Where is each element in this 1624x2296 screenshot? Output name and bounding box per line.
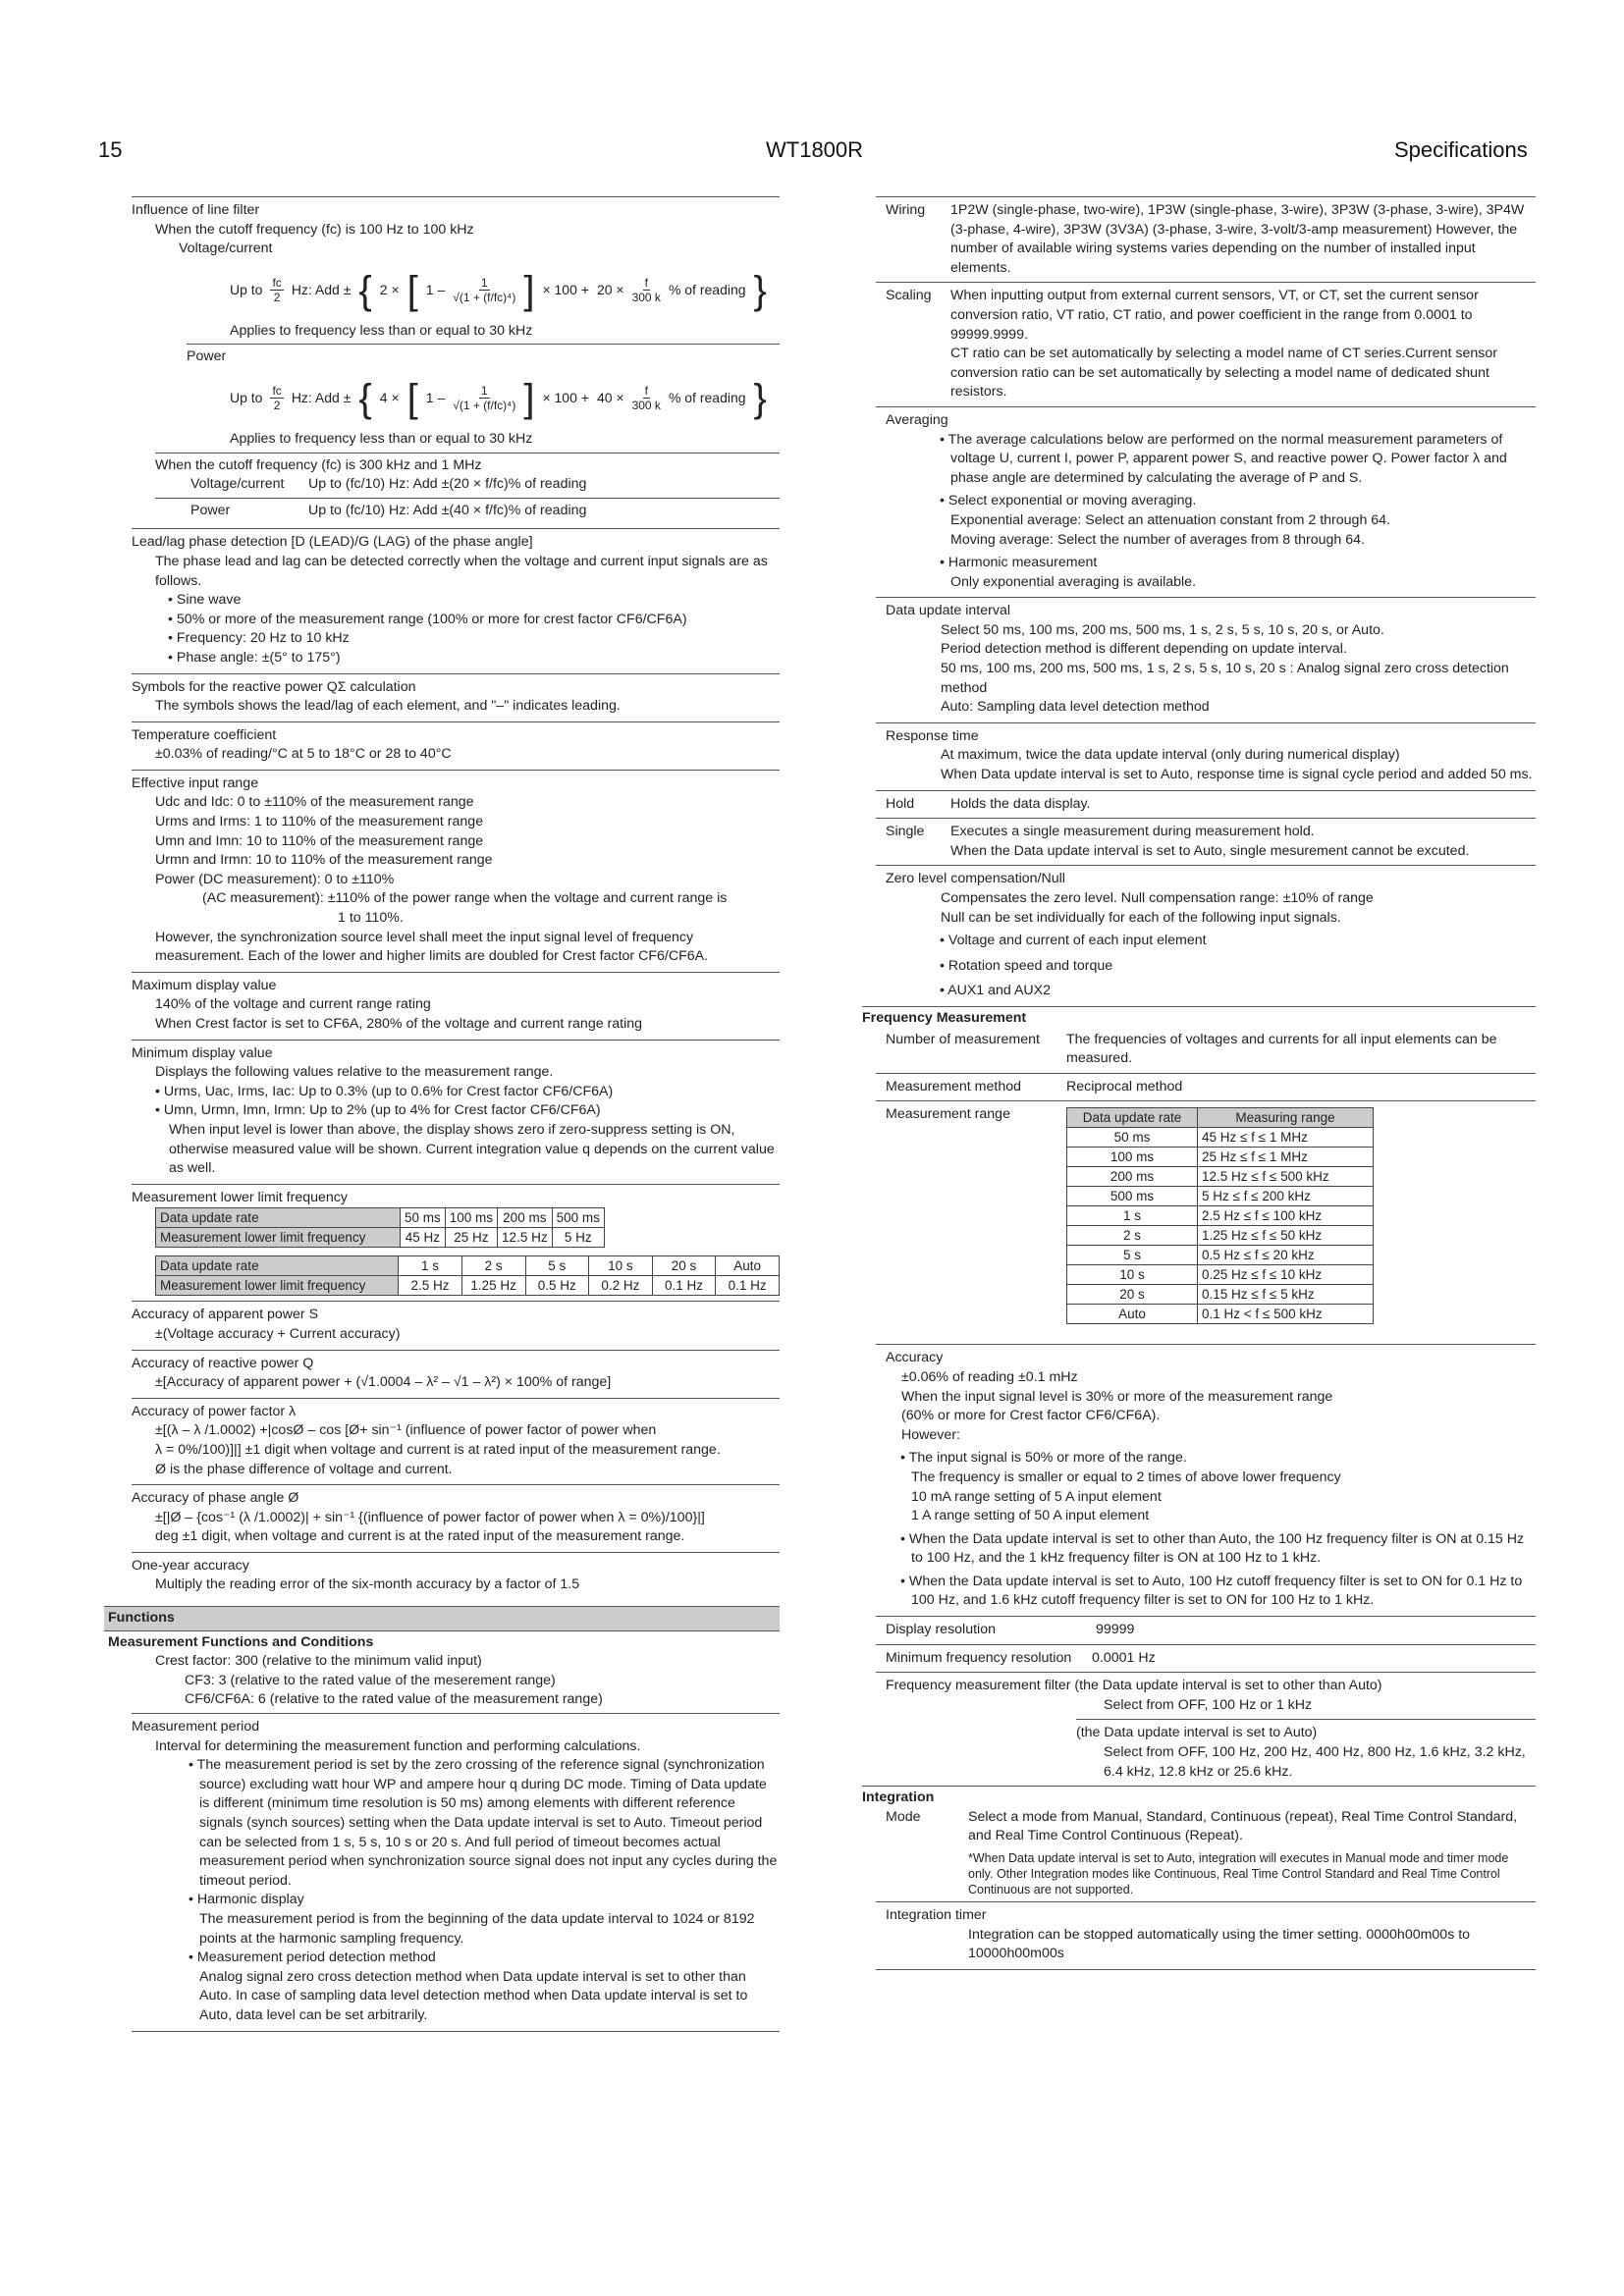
sub-label: Voltage/current [179,240,273,257]
table-row [1067,1167,1374,1187]
row-key: Single [886,824,925,840]
body-line: When Crest factor is set to CF6A, 280% of the voltage and current range rating [155,1016,643,1032]
table-cell: 10 s [589,1256,653,1276]
table-cell: 1.25 Hz [461,1276,525,1296]
table-cell: 5 s [525,1256,589,1276]
row-value: (the Data update interval is set to other than Auto) [1074,1678,1382,1694]
freq-accuracy-section [876,1344,1536,1616]
body-line: CF6/CF6A: 6 (relative to the rated value of the measurement range) [185,1691,603,1708]
max-display-section [132,972,780,1040]
bullet-text: The input signal is 50% or more of the range. [908,1450,1187,1467]
table-cell: Auto [716,1256,780,1276]
table-cell: 50 ms [401,1208,446,1228]
row-key: Display resolution [886,1622,996,1638]
subsection-title: Frequency Measurement [862,1006,1536,1029]
formula-text: 40 × [596,390,624,406]
bullet-item: • 50% or more of the measurement range (100% or more for crest factor CF6/CF6A) [168,611,687,627]
meas-method-row [876,1073,1536,1101]
body-line: Auto: Sampling data level detection method [941,699,1210,716]
bullet-item: • Harmonic display [189,1892,304,1908]
body-line: The frequency is smaller or equal to 2 times of above lower frequency [911,1468,1341,1485]
table-row [1067,1187,1374,1206]
leadlag-section [132,528,780,672]
row-key: Wiring [886,202,926,218]
body-text: Multiply the reading error of the six-month accuracy by a factor of 1.5 [155,1576,580,1593]
table-cell: 10 s [1067,1265,1198,1285]
section-heading: Averaging [886,411,948,428]
bullet-text: Rotation speed and torque [947,957,1113,974]
row-key: Minimum frequency resolution [886,1649,1072,1666]
formula-text: Hz: Add ± [291,281,352,297]
brace-icon: } [753,376,767,420]
body-line: Compensates the zero level. Null compensation range: ±10% of range [941,890,1374,906]
bullet-item: • When the Data update interval is set to other than Auto, the 100 Hz frequency filter is ON at 0.15 Hz to 100 Hz, and the 1 kHz frequency filter is ON at 100 Hz to 1 kHz. [900,1530,1525,1567]
row-value: 0.0001 Hz [1092,1649,1156,1666]
footnote: *When Data update interval is set to Auto, integration will executes in Manual mode and timer mode only. Other Integration modes like Continuous, Real Time Control Standard and Real Time Control Continuous are not supported. [968,1851,1509,1896]
section-heading: Temperature coefficient [132,726,277,743]
body-line: (AC measurement): ±110% of the power range when the voltage and current range is [202,890,728,907]
table-cell: 0.2 Hz [589,1276,653,1296]
body-line: Urmn and Irmn: 10 to 110% of the measurement range [155,852,493,869]
table-cell: 50 ms [1067,1128,1198,1148]
table-cell: 1 s [1067,1206,1198,1226]
bullet-text: 50% or more of the measurement range (100% or more for crest factor CF6/CF6A) [176,611,687,627]
bullet-item: • When the Data update interval is set to Auto, 100 Hz cutoff frequency filter is set to ON for 0.1 Hz to 100 Hz, and 1.6 kHz cutoff frequency filter is set to ON for 100 Hz to 1 kHz. [900,1573,1523,1609]
tempco-section [132,721,780,770]
row-key: Mode [886,1808,921,1825]
row-value: When inputting output from external current sensors, VT, or CT, set the current sensor conversion ratio, VT ratio, CT ratio, and power coefficient in the range from 0.0001 to 99999.9999. [950,288,1479,343]
bullet-item: • Phase angle: ±(5° to 175°) [168,649,341,666]
table-row [156,1256,780,1276]
numerator: 1 [480,276,488,291]
numerator: 1 [480,384,488,399]
table-cell: Data update rate [156,1208,401,1228]
bullet-item: • Frequency: 20 Hz to 10 kHz [168,630,350,647]
bullet-text: Umn, Urmn, Imn, Irmn: Up to 2% (up to 4% for Crest factor CF6/CF6A) [163,1102,601,1119]
accuracy-pf-section [132,1398,780,1484]
body-text: ±0.03% of reading/°C at 5 to 18°C or 28 to 40°C [155,746,452,763]
body-text: Interval for determining the measurement function and performing calculations. [155,1737,641,1754]
cutoff-high-subsection [155,453,780,524]
numerator: fc [272,384,282,399]
num-meas-row [876,1029,1536,1073]
body-line: However: [901,1426,960,1443]
display-resolution-row [876,1616,1536,1644]
bracket-icon: [ [406,268,418,312]
table-row [1067,1305,1374,1324]
row-key: Hold [886,795,915,812]
bullet-item: • Umn, Urmn, Imn, Irmn: Up to 2% (up to 4% for Crest factor CF6/CF6A) [155,1102,601,1119]
bullet-text: The measurement period is set by the zero crossing of the reference signal (synchronization source) excluding watt hour WP and ampere hour q during DC mode. Timing of Data update is different (minimum time resolution is 50 ms) among elements with different reference signals (synch sources) setting when the Data update interval is set to Auto. Timeout period can be selected from 1 s, 5 s, 10 s or 20 s. And full period of timeout becomes actual measurement period when synchronization source signal does not input any cycles during the timeout period. [196,1757,778,1889]
wiring-row [876,196,1536,282]
bullet-text: Sine wave [176,592,242,609]
condition-text: When the cutoff frequency (fc) is 300 kHz and 1 MHz [155,456,482,473]
filter-row [886,1677,1536,1696]
numerator: f [644,384,648,399]
section-heading: Zero level compensation/Null [886,871,1065,887]
table-row [1067,1265,1374,1285]
hold-row [876,790,1536,819]
min-resolution-row [876,1644,1536,1673]
body-line: ±[(λ – λ /1.0002) +|cosØ – cos [Ø+ sin⁻¹ (influence of power factor of power when [155,1422,657,1439]
body-text: The symbols shows the lead/lag of each element, and "–" indicates leading. [155,698,621,715]
table-cell: 500 ms [1067,1187,1198,1206]
table-cell: 0.25 Hz ≤ f ≤ 10 kHz [1198,1265,1374,1285]
brace-icon: { [358,376,372,420]
denominator: √(1 + (f/fc)⁴) [453,399,516,413]
table-cell: 100 ms [1067,1148,1198,1167]
response-section [876,722,1536,790]
section-heading: Measurement lower limit frequency [132,1189,348,1205]
denominator: 2 [273,291,281,305]
formula-text: 1 – [425,390,446,406]
formula-text: Up to [230,390,263,406]
formula-voltage [132,259,780,322]
formula-text: % of reading [668,281,746,297]
integration-timer-section [876,1901,1536,1969]
section-heading: Accuracy of apparent power S [132,1307,319,1323]
condition-text: When the cutoff frequency (fc) is 100 Hz to 100 kHz [155,221,474,238]
table-cell: 0.1 Hz [652,1276,716,1296]
table-cell: 0.1 Hz [716,1276,780,1296]
formula-text: Hz: Add ± [291,390,352,406]
scaling-row [876,282,1536,406]
formula-text: Up to [230,281,263,297]
table-cell: 45 Hz ≤ f ≤ 1 MHz [1198,1128,1374,1148]
power-subsection [187,344,780,452]
bullet-text: AUX1 and AUX2 [947,983,1052,999]
power-row [155,498,780,521]
bullet-item: • Select exponential or moving averaging. [940,493,1197,509]
fraction [270,276,283,304]
formula-text: × 100 + [542,281,589,297]
table-cell: Data update rate [156,1256,399,1276]
subsection-title: Integration [862,1786,1536,1808]
averaging-section [876,406,1536,597]
period-section [132,1713,780,2031]
table-cell: 1.25 Hz ≤ f ≤ 50 kHz [1198,1226,1374,1246]
table-row [1067,1206,1374,1226]
body-line: When Data update interval is set to Auto, response time is signal cycle period and added 50 ms. [941,767,1533,783]
table-cell: 5 Hz [552,1228,604,1248]
table-cell: 0.5 Hz [525,1276,589,1296]
subsection-title: Measurement Functions and Conditions [108,1633,374,1650]
section-heading: Symbols for the reactive power QΣ calculation [132,678,416,695]
bullet-text: When the Data update interval is set to other than Auto, the 100 Hz frequency filter is ON at 0.15 Hz to 100 Hz, and the 1 kHz frequency filter is ON at 100 Hz to 1 kHz. [908,1530,1525,1567]
bullet-text: Voltage and current of each input element [947,933,1207,949]
section-heading: Data update interval [886,603,1010,619]
body-line: At maximum, twice the data update interval (only during numerical display) [941,747,1400,764]
fraction [270,384,283,412]
table-cell: 2 s [1067,1226,1198,1246]
table-cell: 2.5 Hz ≤ f ≤ 100 kHz [1198,1206,1374,1226]
table-row [1067,1246,1374,1265]
vc-row [155,475,780,495]
body-line: ±0.06% of reading ±0.1 mHz [901,1368,1078,1385]
single-row [876,818,1536,865]
table-cell: 500 ms [552,1208,604,1228]
body-line: CF3: 3 (relative to the rated value of the meserement range) [185,1672,556,1688]
bullet-item: • The input signal is 50% or more of the range. [900,1450,1187,1467]
table-row [156,1208,605,1228]
bullet-item: • AUX1 and AUX2 [940,983,1052,999]
formula-text: 1 – [425,281,446,297]
table-cell: 0.15 Hz ≤ f ≤ 5 kHz [1198,1285,1374,1305]
body-line: Ø is the phase difference of voltage and current. [155,1461,453,1477]
body-line: λ = 0%/100)]|] ±1 digit when voltage and current is at rated input of the measurement range. [155,1441,721,1458]
body-line: Udc and Idc: 0 to ±110% of the measurement range [155,794,474,811]
section-heading: Effective input range [132,774,259,791]
row-value: Up to (fc/10) Hz: Add ±(20 × f/fc)% of reading [308,476,587,493]
body-text: The phase lead and lag can be detected correctly when the voltage and current input signals are as follows. [155,553,768,589]
applies-note: Applies to frequency less than or equal to 30 kHz [230,430,533,447]
table-row [1067,1128,1374,1148]
left-column [108,196,780,2032]
formula-text: % of reading [668,390,746,406]
section-heading: Maximum display value [132,977,277,993]
body-line: Select 50 ms, 100 ms, 200 ms, 500 ms, 1 s, 2 s, 5 s, 10 s, 20 s, or Auto. [941,621,1384,638]
row-value: Reciprocal method [1066,1078,1183,1095]
sub-label: Power [187,348,227,365]
table-row [1067,1108,1374,1128]
table-cell: 100 ms [445,1208,497,1228]
lower-limit-table-2 [155,1255,780,1296]
row-value: Executes a single measurement during measurement hold. [950,824,1315,840]
symbols-section [132,673,780,721]
body-text: When input level is lower than above, the display shows zero if zero-suppress setting is ON, otherwise measured value will be shown. Current integration value q depends on the current value as well. [169,1121,775,1177]
body-line: 1 to 110%. [338,910,404,927]
table-cell: Auto [1067,1305,1198,1324]
table-cell: 25 Hz ≤ f ≤ 1 MHz [1198,1148,1374,1167]
table-cell: Measurement lower limit frequency [156,1276,399,1296]
row-value: 99999 [1096,1622,1135,1638]
fraction [632,384,661,412]
body-line: Select from OFF, 100 Hz or 1 kHz [1104,1696,1313,1713]
body-line: (60% or more for Crest factor CF6/CF6A). [901,1408,1161,1424]
denominator: √(1 + (f/fc)⁴) [453,291,516,305]
row-key: Number of measurement [886,1031,1040,1047]
bullet-text: Measurement period detection method [196,1949,436,1966]
table-cell: 20 s [1067,1285,1198,1305]
bracket-icon: [ [406,376,418,420]
table-cell: 12.5 Hz ≤ f ≤ 500 kHz [1198,1167,1374,1187]
table-cell: Measuring range [1198,1108,1374,1128]
body-line: Crest factor: 300 (relative to the minimum valid input) [155,1653,482,1670]
body-line: Moving average: Select the number of averages from 8 through 64. [950,531,1365,548]
section-heading: One-year accuracy [132,1557,249,1574]
bullet-item: • The average calculations below are performed on the normal measurement parameters of voltage U, current I, power P, apparent power S, and reactive power Q. Power factor λ and phase angle are determined by calculating the average of P and S. [940,431,1507,486]
table-cell: 12.5 Hz [498,1228,553,1248]
model-name: WT1800R [766,137,864,162]
body-line: 1 A range setting of 50 A input element [911,1508,1150,1524]
formula-text: 4 × [379,390,400,406]
section-heading: Influence of line filter [132,202,260,218]
mode-row [876,1808,1536,1901]
row-key: Scaling [886,288,932,304]
row-value: The frequencies of voltages and currents for all input elements can be measured. [1066,1031,1497,1067]
divider [876,1969,1536,1970]
applies-note: Applies to frequency less than or equal to 30 kHz [230,322,533,339]
freq-filter-section [876,1672,1536,1786]
fraction [632,276,661,304]
meas-range-row [876,1100,1536,1344]
bullet-item: • Measurement period detection method [189,1949,436,1966]
measuring-range-table [1066,1107,1374,1324]
fraction [453,384,515,412]
body-line: When the input signal level is 30% or more of the measurement range [901,1388,1333,1405]
body-line: Exponential average: Select an attenuation constant from 2 through 64. [950,511,1390,528]
body-line: Urms and Irms: 1 to 110% of the measurement range [155,814,484,830]
bullet-text: Phase angle: ±(5° to 175°) [176,649,341,666]
body-line: Period detection method is different depending on update interval. [941,641,1347,658]
row-key: Voltage/current [190,476,285,493]
body-line: Only exponential averaging is available. [950,573,1197,590]
table-cell: 0.5 Hz ≤ f ≤ 20 kHz [1198,1246,1374,1265]
bullet-item: • Urms, Uac, Irms, Iac: Up to 0.3% (up to 0.6% for Crest factor CF6/CF6A) [155,1083,614,1099]
body-line: 10 mA range setting of 5 A input element [911,1488,1162,1505]
bullet-item: • Sine wave [168,592,242,609]
accuracy-phase-section [132,1484,780,1552]
bullet-text: Harmonic measurement [947,555,1098,571]
formula-text: 2 × [379,281,400,297]
table-row [156,1276,780,1296]
bullet-text: The average calculations below are performed on the normal measurement parameters of voltage U, current I, power P, apparent power S, and reactive power Q. Power factor λ and phase angle are determined by calculating the average of P and S. [947,431,1507,486]
body-line: (the Data update interval is set to Auto) [1076,1719,1536,1743]
accuracy-q-section [132,1350,780,1398]
update-interval-section [876,597,1536,722]
accuracy-s-section [132,1301,780,1349]
denominator: 2 [273,399,281,413]
row-key: Measurement method [886,1078,1022,1095]
bullet-item: • Harmonic measurement [940,555,1098,571]
table-cell: 20 s [652,1256,716,1276]
brace-icon: { [358,268,372,312]
table-cell: 2 s [461,1256,525,1276]
body-text: However, the synchronization source level shall meet the input signal level of frequency measurement. Each of the lower and higher limits are doubled for Crest factor CF6/CF6A. [155,929,709,965]
min-display-section [132,1040,780,1184]
section-heading: Accuracy of phase angle Ø [132,1490,299,1507]
formula-power [187,367,780,430]
formula-text: 20 × [596,281,624,297]
table-cell: 200 ms [1067,1167,1198,1187]
bullet-item: • Rotation speed and torque [940,957,1113,974]
row-key: Frequency measurement filter [886,1678,1071,1694]
table-cell: 0.1 Hz < f ≤ 500 kHz [1198,1305,1374,1324]
zero-section [876,865,1536,1006]
line-filter-section [132,196,780,528]
table-cell: Data update rate [1067,1108,1198,1128]
effective-range-section [132,770,780,972]
table-cell: 1 s [399,1256,462,1276]
table-cell: 5 Hz ≤ f ≤ 200 kHz [1198,1187,1374,1206]
body-text: The measurement period is from the beginning of the data update interval to 1024 or 8192 points at the harmonic sampling frequency. [199,1910,755,1947]
functions-bar: Functions [104,1606,780,1631]
bracket-icon: ] [523,268,535,312]
denominator: 300 k [631,291,661,305]
bullet-text: Select exponential or moving averaging. [947,493,1197,509]
bullet-text: Frequency: 20 Hz to 10 kHz [176,630,350,647]
table-cell: Measurement lower limit frequency [156,1228,401,1248]
bullet-text: When the Data update interval is set to Auto, 100 Hz cutoff frequency filter is set to ON for 0.1 Hz to 100 Hz, and 1.6 kHz cutoff frequency filter is set to ON for 100 Hz to 1 kHz. [908,1573,1523,1609]
bullet-item: • The measurement period is set by the zero crossing of the reference signal (synchronization source) excluding watt hour WP and ampere hour q during DC mode. Timing of Data update is different (minimum time resolution is 50 ms) among elements with different reference signals (synch sources) setting when the Data update interval is set to Auto. Timeout period can be selected from 1 s, 5 s, 10 s or 20 s. And full period of timeout becomes actual measurement period when synchronization source signal does not input any cycles during the timeout period. [189,1757,778,1889]
table-row [1067,1226,1374,1246]
body-text: Integration can be stopped automatically using the timer setting. 0000h00m00s to 10000h00m00s [968,1926,1471,1962]
body-text: ±[Accuracy of apparent power + (√1.0004 – λ² – √1 – λ²) × 100% of range] [155,1374,612,1391]
table-row [1067,1285,1374,1305]
table-cell: 5 s [1067,1246,1198,1265]
row-value: Select a mode from Manual, Standard, Continuous (repeat), Real Time Control Standard, and Real Time Control Continuous (Repeat). [968,1808,1518,1844]
row-value: 1P2W (single-phase, two-wire), 1P3W (single-phase, 3-wire), 3P3W (3-phase, 3-wire), 3P4W (3-phase, 4-wire), 3P3W (3V3A) (3-phase, 3-wire, 3-volt/3-amp measurement) However, the number of available wiring systems varies depending on the number of installed input elements. [950,202,1525,276]
section-heading: Lead/lag phase detection [D (LEAD)/G (LAG) of the phase angle] [132,534,533,551]
section-heading: Accuracy of power factor λ [132,1403,297,1419]
row-key: Power [190,502,231,518]
row-value: Holds the data display. [950,795,1091,812]
row-value: Up to (fc/10) Hz: Add ±(40 × f/fc)% of reading [308,502,587,518]
bullet-text: Harmonic display [196,1892,304,1908]
numerator: f [644,276,648,291]
section-heading: Minimum display value [132,1044,273,1061]
section-heading: Integration timer [886,1907,987,1923]
bracket-icon: ] [523,376,535,420]
body-line: ±[|Ø – {cos⁻¹ (λ /1.0002)| + sin⁻¹ {(influence of power factor of power when λ = 0%)/100}|] [155,1509,705,1525]
section-heading: Accuracy [886,1350,944,1366]
row-key: Measurement range [886,1106,1010,1123]
body-line: Power (DC measurement): 0 to ±110% [155,871,395,887]
body-line: Select from OFF, 100 Hz, 200 Hz, 400 Hz, 800 Hz, 1.6 kHz, 3.2 kHz, 6.4 kHz, 12.8 kHz or 25.6 kHz. [1104,1744,1526,1780]
body-line: 50 ms, 100 ms, 200 ms, 500 ms, 1 s, 2 s, 5 s, 10 s, 20 s : Analog signal zero cross detection method [941,661,1509,696]
section-heading: Accuracy of reactive power Q [132,1355,314,1371]
divider [132,2031,780,2032]
fraction [453,276,515,304]
brace-icon: } [753,268,767,312]
numerator: fc [272,276,282,291]
table-cell: 45 Hz [401,1228,446,1248]
section-heading: Response time [886,727,979,744]
body-line: deg ±1 digit, when voltage and current is at the rated input of the measurement range. [155,1528,685,1545]
section-heading: Measurement period [132,1719,260,1735]
right-column [862,196,1536,1970]
denominator: 300 k [631,399,661,413]
bullet-item: • Voltage and current of each input element [940,933,1207,949]
body-text: Displays the following values relative to the measurement range. [155,1064,554,1081]
row-value: CT ratio can be set automatically by selecting a model name of CT series.Current sensor conversion ratio can be set automatically by selecting a model name of dedicated shunt resistors. [950,346,1497,400]
page-number: 15 [98,137,123,162]
body-text: ±(Voltage accuracy + Current accuracy) [155,1325,401,1342]
bullet-text: Urms, Uac, Irms, Iac: Up to 0.3% (up to 0.6% for Crest factor CF6/CF6A) [163,1083,614,1099]
table-cell: 25 Hz [445,1228,497,1248]
lower-limit-table-1 [155,1207,605,1248]
section-title: Specifications [1394,137,1528,162]
body-text: Analog signal zero cross detection method when Data update interval is set to other than Auto. In case of sampling data level detection method when Data update interval is set to Auto, data level can be set arbitrarily. [199,1968,748,2023]
one-year-section [132,1552,780,1600]
table-row [156,1228,605,1248]
table-row [1067,1148,1374,1167]
body-line: Null can be set individually for each of the following input signals. [941,909,1341,926]
row-value: When the Data update interval is set to Auto, single mesurement cannot be excuted. [950,842,1470,859]
table-cell: 200 ms [498,1208,553,1228]
table-cell: 2.5 Hz [399,1276,462,1296]
formula-text: × 100 + [542,390,589,406]
body-line: 140% of the voltage and current range rating [155,996,431,1013]
lower-limit-section [132,1184,780,1302]
body-line: Umn and Imn: 10 to 110% of the measurement range [155,832,484,849]
